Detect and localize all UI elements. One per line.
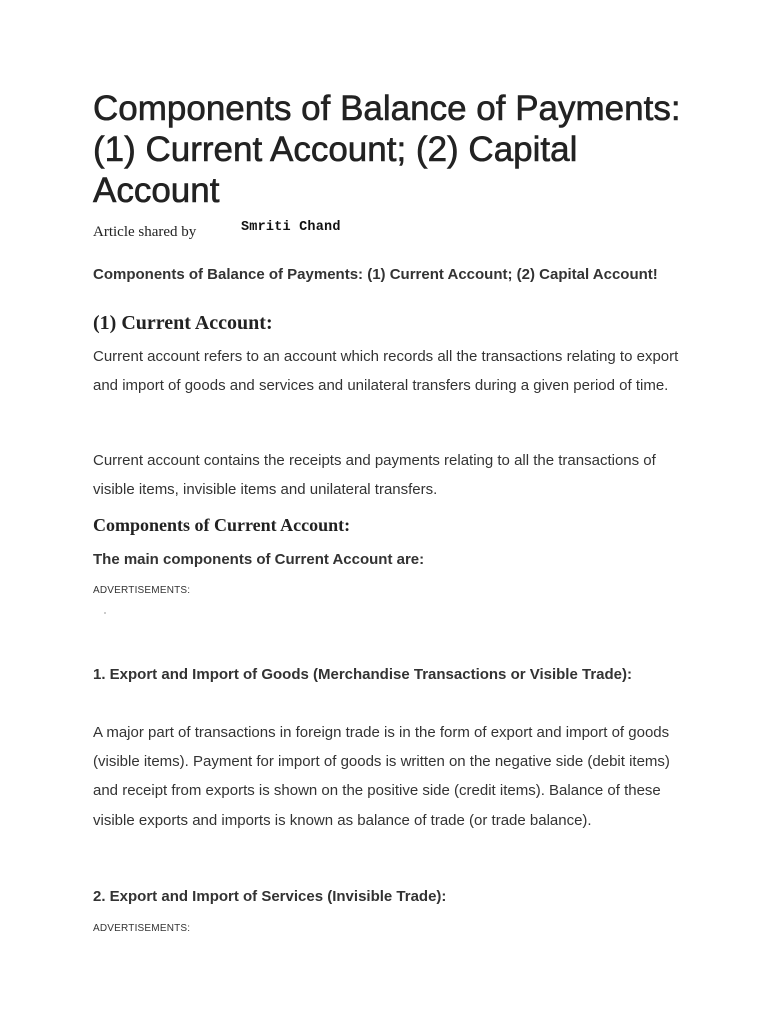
components-intro: The main components of Current Account are: bbox=[93, 551, 425, 568]
item-heading-services: 2. Export and Import of Services (Invisible Trade): bbox=[93, 888, 447, 905]
byline-label: Article shared by bbox=[93, 224, 197, 240]
article-title: Components of Balance of Payments: (1) Current Account; (2) Capital Account bbox=[93, 89, 681, 210]
section-heading-current-account: (1) Current Account: bbox=[93, 312, 273, 334]
paragraph-current-account-contents: Current account contains the receipts and payments relating to all the transactions of visible items, invisible items and unilateral transfers. bbox=[93, 452, 656, 499]
item-heading-goods: 1. Export and Import of Goods (Merchandise Transactions or Visible Trade): bbox=[93, 666, 632, 683]
section-heading-components: Components of Current Account: bbox=[93, 515, 351, 535]
article-lead: Components of Balance of Payments: (1) Current Account; (2) Capital Account! bbox=[93, 266, 658, 283]
paragraph-goods-trade: A major part of transactions in foreign trade is in the form of export and import of goods (visible items). Payment for import of goods is written on the negative side (debit items) and receipt from exports is shown on the positive side (credit items). Balance of these visible exports and imports is known as balance of trade (or trade balance). bbox=[93, 724, 670, 829]
advertisement-label: ADVERTISEMENTS: bbox=[93, 585, 191, 596]
ad-placeholder bbox=[104, 612, 106, 614]
author-name[interactable]: Smriti Chand bbox=[241, 220, 341, 235]
advertisement-label: ADVERTISEMENTS: bbox=[93, 923, 191, 934]
paragraph-current-account-definition: Current account refers to an account which records all the transactions relating to export and import of goods and services and unilateral transfers during a given period of time. bbox=[93, 348, 679, 395]
